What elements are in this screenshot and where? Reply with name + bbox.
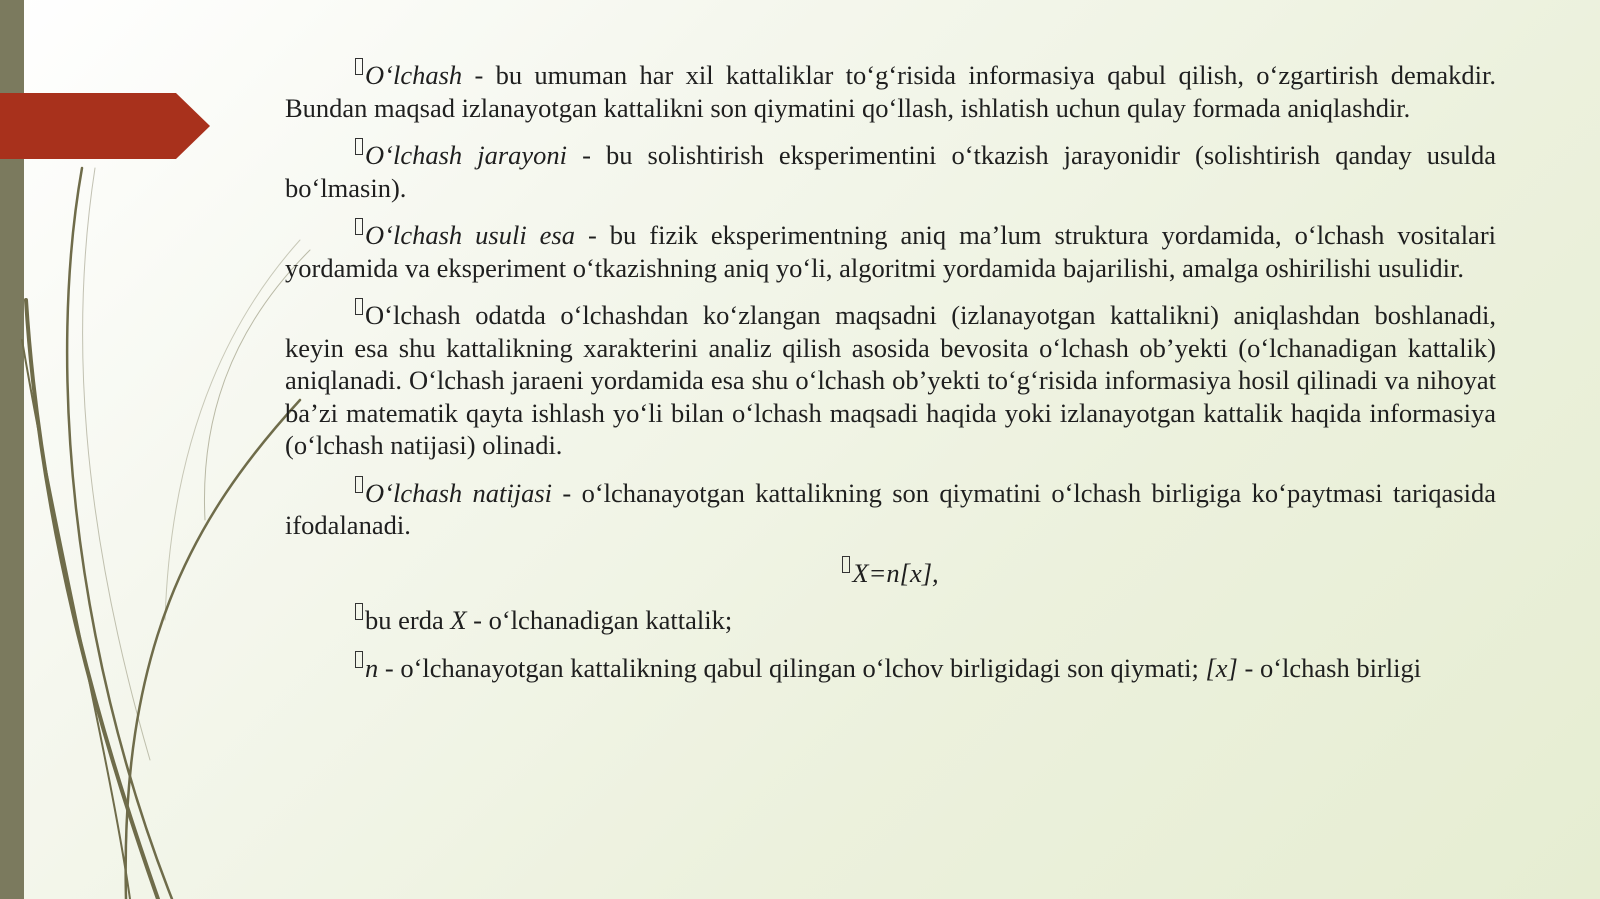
where-rest: - o‘lchanadigan kattalik; (466, 605, 733, 635)
missing-glyph-box-icon (355, 651, 363, 668)
variable-x: X (450, 605, 467, 635)
term-olchash: O‘lchash (365, 60, 463, 90)
slide-body (285, 58, 1496, 698)
formula: X=n[x], (852, 557, 939, 588)
curve-line-3 (22, 340, 130, 899)
variable-n: n (365, 652, 379, 683)
paragraph-measurement-steps (285, 298, 1496, 462)
curve-line-4 (126, 400, 300, 899)
curve-line-2 (26, 300, 158, 899)
curve-line-7 (83, 168, 150, 760)
n-def-rest: - o‘lchash birligi (1237, 652, 1422, 683)
where-prefix: bu erda (365, 605, 451, 635)
formula-line (285, 556, 1496, 590)
paragraph-text: O‘lchash odatda o‘lchashdan ko‘zlangan maqsadni (izlanayotgan kattalikni) aniqlashdan boshlanadi, keyin esa shu kattalikning xarakterini analiz qilish asosida bevosita o‘lchash ob’yekti (o‘lchanadigan kattalik) aniqlanadi. O‘lchash jaraeni yordamida esa shu o‘lchash ob’yekti to‘g‘risida informasiya hosil qilinadi va nihoyat ba’zi matematik qayta ishlash yo‘li bilan o‘lchash maqsadi haqida yoki izlanayotgan kattalik haqida informasiya (o‘lchash natijasi) olinadi. (285, 300, 1496, 460)
missing-glyph-box-icon (355, 218, 363, 235)
missing-glyph-box-icon (842, 556, 850, 573)
n-def-text: - o‘lchanayotgan kattalikning qabul qilingan o‘lchov birligidagi son qiymati; (378, 652, 1206, 683)
paragraph-text: - bu solishtirish eksperimentini o‘tkazish jarayonidir (solishtirish qanday usulda bo‘lmasin). (285, 140, 1496, 203)
unit-x: [x] (1205, 652, 1238, 683)
paragraph-text: - bu umuman har xil kattaliklar to‘g‘risida informasiya qabul qilish, o‘zgartirish demakdir. Bundan maqsad izlanayotgan kattalikni son qiymatini qo‘llash, ishlatish uchun qulay formada aniqlashdir. (285, 60, 1496, 123)
term-olchash-jarayoni: O‘lchash jarayoni (365, 140, 568, 170)
paragraph-text: - bu fizik eksperimentning aniq ma’lum struktura yordamida, o‘lchash vositalari yordamida va eksperiment o‘tkazishning aniq yo‘li, algoritmi yordamida bajarilishi, amalga oshirilishi usulidir. (285, 220, 1497, 283)
missing-glyph-box-icon (355, 603, 363, 620)
term-olchash-usuli: O‘lchash usuli esa (365, 220, 575, 250)
paragraph-text: - o‘lchanayotgan kattalikning son qiymatini o‘lchash birligiga ko‘paytmasi tariqasida ifodalanadi. (285, 477, 1496, 540)
term-olchash-natijasi: O‘lchash natijasi (365, 477, 553, 508)
paragraph-definition-process (285, 138, 1496, 204)
paragraph-where-x (285, 603, 1496, 637)
missing-glyph-box-icon (355, 298, 363, 315)
missing-glyph-box-icon (355, 476, 363, 493)
paragraph-definition-result (285, 476, 1496, 542)
paragraph-definition-measurement (285, 58, 1496, 124)
missing-glyph-box-icon (355, 58, 363, 75)
paragraph-definition-method (285, 218, 1496, 284)
red-arrow-shape (0, 93, 210, 159)
paragraph-n-definition (285, 651, 1496, 685)
missing-glyph-box-icon (355, 138, 363, 155)
